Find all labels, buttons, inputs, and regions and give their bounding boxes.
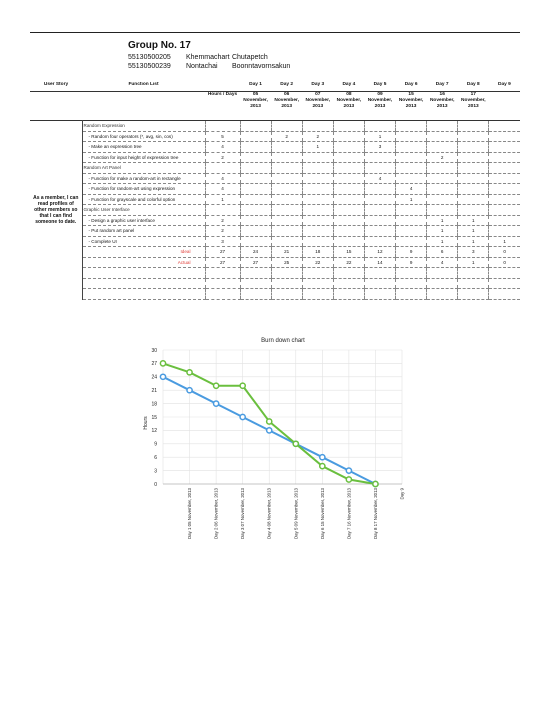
member-first-name: Nontachai (186, 63, 218, 70)
member-row (128, 62, 290, 71)
day-cell (302, 215, 333, 226)
day-cell (240, 226, 271, 237)
day-cell (271, 163, 302, 174)
y-tick-label: 0 (154, 481, 157, 488)
x-tick-label: Day 8 17 November, 2013 (372, 488, 378, 540)
day-cell: 0 (489, 247, 520, 258)
day-cell: 0 (489, 257, 520, 268)
day-cell (333, 163, 364, 174)
function-cell (82, 278, 205, 289)
day-cell (427, 194, 458, 205)
day-cell (458, 142, 489, 153)
function-cell (82, 215, 205, 226)
data-point-ideal (267, 428, 272, 433)
function-list-header: Function List (82, 82, 205, 92)
day-cell (333, 236, 364, 247)
day-cell (240, 184, 271, 195)
day-cell (240, 236, 271, 247)
day-cell (333, 226, 364, 237)
x-tick-label: Day 6 15 November, 2013 (319, 488, 325, 540)
day-cell (240, 152, 271, 163)
task-row (30, 215, 520, 226)
day-cell (489, 163, 520, 174)
day-cell (427, 278, 458, 289)
x-tick-label: Day 4 08 November, 2013 (266, 488, 272, 540)
day-cell: 27 (240, 257, 271, 268)
x-tick-label: Day 5 09 November, 2013 (293, 488, 299, 540)
data-point-actual (160, 361, 165, 366)
data-point-ideal (160, 374, 165, 379)
group-title: Group No. 17 (128, 40, 191, 51)
day-cell (489, 268, 520, 279)
day-cell (333, 173, 364, 184)
day-cell (489, 215, 520, 226)
function-cell (82, 194, 205, 205)
day-cell (302, 173, 333, 184)
hours-cell: 5 (205, 131, 240, 142)
day-cell (302, 184, 333, 195)
day-cell (396, 278, 427, 289)
day-cell (240, 163, 271, 174)
function-label: - Function for input height of expression tree (88, 154, 179, 160)
day-cell (240, 173, 271, 184)
burn-down-chart (0, 328, 552, 548)
day-cell (489, 289, 520, 300)
day-cell (240, 142, 271, 153)
member-first-name: Khemmachart (186, 54, 230, 61)
day-cell (333, 152, 364, 163)
task-row (30, 173, 520, 184)
hours-cell: 3 (205, 236, 240, 247)
day-cell: 4 (427, 257, 458, 268)
function-label: - Function for grayscale and colorful option (88, 196, 176, 202)
data-point-actual (320, 464, 325, 469)
day-cell (489, 205, 520, 216)
day-cell: 21 (271, 247, 302, 258)
function-label: - Make an expression tree (88, 144, 142, 150)
function-cell (82, 121, 205, 132)
day-cell (271, 173, 302, 184)
day-cell (364, 121, 395, 132)
date-header: 17 November, 2013 (461, 92, 486, 109)
day-header: Day 5 (364, 82, 395, 92)
day-cell: 1 (427, 226, 458, 237)
date-header: 15 November, 2013 (398, 92, 424, 109)
day-cell: 2 (427, 152, 458, 163)
date-header (489, 92, 520, 121)
day-cell (333, 121, 364, 132)
day-cell (333, 278, 364, 289)
day-cell (271, 268, 302, 279)
day-cell (396, 121, 427, 132)
day-cell (240, 289, 271, 300)
day-cell: 25 (271, 257, 302, 268)
member-id: 55130500239 (128, 63, 171, 70)
day-cell (240, 121, 271, 132)
day-cell (458, 289, 489, 300)
y-tick-label: 15 (151, 414, 157, 421)
day-cell (271, 184, 302, 195)
date-header: 09 November, 2013 (367, 92, 393, 109)
day-cell (427, 163, 458, 174)
x-tick-label: Day 1 05 November, 2013 (187, 488, 193, 540)
data-point-actual (267, 419, 272, 424)
function-cell (82, 289, 205, 300)
day-cell (333, 142, 364, 153)
x-tick-label: Day 9 (399, 488, 405, 500)
hours-cell: 2 (205, 226, 240, 237)
sprint-table-body (30, 121, 520, 300)
day-cell (240, 205, 271, 216)
day-cell (302, 278, 333, 289)
y-tick-label: 12 (151, 428, 157, 435)
day-cell (333, 289, 364, 300)
function-cell (82, 226, 205, 237)
day-header: Day 7 (427, 82, 458, 92)
task-row (30, 226, 520, 237)
day-cell (458, 173, 489, 184)
hours-cell: 2 (205, 152, 240, 163)
day-cell (396, 289, 427, 300)
function-cell (82, 257, 205, 268)
day-cell (271, 121, 302, 132)
day-cell: 12 (364, 247, 395, 258)
x-tick-label: Day 7 16 November, 2013 (346, 488, 352, 540)
data-point-actual (373, 481, 378, 486)
day-cell: 22 (302, 257, 333, 268)
day-cell (364, 278, 395, 289)
day-cell: 1 (302, 142, 333, 153)
day-cell: 3 (458, 247, 489, 258)
task-row (30, 184, 520, 195)
data-point-actual (214, 383, 219, 388)
task-row (30, 236, 520, 247)
x-tick-label: Day 2 06 November, 2013 (213, 488, 219, 540)
day-cell (364, 184, 395, 195)
hours-cell: 27 (205, 257, 240, 268)
data-point-ideal (187, 388, 192, 393)
x-tick-label: Day 3 07 November, 2013 (240, 488, 246, 540)
function-cell (82, 131, 205, 142)
function-cell (82, 163, 205, 174)
day-cell (364, 205, 395, 216)
member-last-name: Boonntavornsakun (231, 63, 291, 70)
day-cell (302, 289, 333, 300)
day-cell (396, 173, 427, 184)
member-row (128, 53, 290, 62)
day-cell: 1 (396, 194, 427, 205)
function-cell (82, 268, 205, 279)
day-cell: 24 (240, 247, 271, 258)
date-header: 16 November, 2013 (429, 92, 455, 109)
data-point-ideal (320, 455, 325, 460)
day-cell (458, 131, 489, 142)
day-cell (489, 142, 520, 153)
hours-cell (205, 121, 240, 132)
day-cell: 14 (364, 257, 395, 268)
function-label: - Random four operators (*, avg, sin, cos) (88, 133, 173, 139)
function-cell (82, 142, 205, 153)
day-cell (271, 226, 302, 237)
day-cell: 1 (458, 215, 489, 226)
function-label: Random Art Panel (83, 165, 121, 171)
y-tick-label: 21 (151, 388, 157, 394)
date-header: 07 November, 2013 (305, 92, 331, 109)
day-cell (427, 268, 458, 279)
day-cell: 18 (302, 247, 333, 258)
day-cell (333, 205, 364, 216)
day-cell (271, 194, 302, 205)
task-row (30, 142, 520, 153)
hours-cell (205, 268, 240, 279)
day-cell: 9 (396, 247, 427, 258)
hours-cell: 1 (205, 194, 240, 205)
day-cell: 3 (364, 142, 395, 153)
y-axis-ticks (151, 348, 157, 488)
day-cell (396, 152, 427, 163)
day-cell: 1 (364, 131, 395, 142)
day-header: Day 2 (271, 82, 302, 92)
task-row (30, 278, 520, 289)
day-header: Day 8 (458, 82, 489, 92)
data-point-ideal (214, 401, 219, 406)
function-label: - Design a graphic user interface (88, 217, 155, 223)
day-cell (396, 163, 427, 174)
function-cell (82, 152, 205, 163)
day-cell (396, 215, 427, 226)
day-cell: 2 (302, 131, 333, 142)
day-cell (302, 152, 333, 163)
day-cell (458, 152, 489, 163)
day-cell (271, 142, 302, 153)
day-header: Day 1 (240, 82, 271, 92)
day-cell: 22 (333, 257, 364, 268)
data-point-actual (187, 370, 192, 375)
date-header: 05 November, 2013 (243, 92, 268, 109)
day-cell (364, 268, 395, 279)
hours-cell: 4 (205, 184, 240, 195)
function-label: Random Expression (83, 123, 125, 129)
day-cell (427, 184, 458, 195)
day-cell (458, 278, 489, 289)
task-row (30, 152, 520, 163)
day-cell (364, 163, 395, 174)
y-axis-label: Hours (143, 416, 149, 430)
data-point-ideal (346, 468, 351, 473)
day-cell: 1 (427, 236, 458, 247)
day-cell: 4 (364, 173, 395, 184)
chart-grid (163, 350, 402, 484)
day-cell (302, 226, 333, 237)
date-header: 08 November, 2013 (336, 92, 362, 109)
day-cell (458, 268, 489, 279)
date-header: 06 November, 2013 (274, 92, 299, 109)
day-header: Day 9 (489, 82, 520, 92)
y-tick-label: 18 (151, 401, 157, 408)
data-point-ideal (240, 414, 245, 419)
day-cell: 9 (396, 257, 427, 268)
function-cell (82, 205, 205, 216)
task-row (30, 289, 520, 300)
day-cell (302, 163, 333, 174)
day-cell (489, 131, 520, 142)
day-cell (364, 289, 395, 300)
hours-cell (205, 278, 240, 289)
top-rule (30, 32, 520, 33)
day-cell (271, 278, 302, 289)
day-cell (427, 121, 458, 132)
day-cell (333, 184, 364, 195)
day-cell (271, 289, 302, 300)
user-story-text: As a member, I can read profiles of other members so that I can find someone to date. (33, 195, 79, 225)
day-cell (489, 194, 520, 205)
y-tick-label: 27 (151, 361, 157, 368)
data-point-actual (240, 383, 245, 388)
function-label: Graphic User Interface (83, 207, 130, 213)
day-cell (364, 226, 395, 237)
hours-cell (205, 205, 240, 216)
day-cell (489, 152, 520, 163)
day-cell (458, 184, 489, 195)
day-cell (427, 289, 458, 300)
y-tick-label: 3 (154, 468, 157, 475)
day-cell (240, 215, 271, 226)
chart-title: Burn down chart (261, 338, 305, 344)
day-cell (458, 163, 489, 174)
function-label: - Put random art panel (88, 228, 135, 234)
y-tick-label: 6 (154, 455, 157, 461)
day-cell (458, 194, 489, 205)
user-story-header: User Story (30, 82, 82, 92)
day-cell (240, 131, 271, 142)
day-cell (333, 131, 364, 142)
day-cell (489, 173, 520, 184)
group-header (128, 40, 290, 71)
task-row (30, 131, 520, 142)
day-cell (302, 236, 333, 247)
function-cell (82, 173, 205, 184)
day-cell (427, 205, 458, 216)
day-cell: 6 (427, 247, 458, 258)
day-cell (396, 236, 427, 247)
hours-cell (205, 289, 240, 300)
day-cell (240, 278, 271, 289)
task-row (30, 194, 520, 205)
day-cell: 1 (458, 257, 489, 268)
day-cell (271, 152, 302, 163)
hours-cell: 4 (205, 142, 240, 153)
day-cell: 1 (458, 226, 489, 237)
function-label: - Function for make a random-art in rectangle (88, 175, 181, 181)
day-cell: 2 (271, 131, 302, 142)
day-cell (333, 215, 364, 226)
hours-cell (205, 163, 240, 174)
day-header: Day 3 (302, 82, 333, 92)
data-point-actual (346, 477, 351, 482)
day-cell: 1 (489, 236, 520, 247)
day-cell (364, 215, 395, 226)
task-row (30, 257, 520, 268)
day-cell (396, 131, 427, 142)
day-cell (302, 205, 333, 216)
hours-header: Hours / Days (207, 92, 238, 97)
day-cell (396, 205, 427, 216)
day-cell (427, 173, 458, 184)
day-header: Day 4 (333, 82, 364, 92)
day-cell (396, 142, 427, 153)
day-cell (427, 142, 458, 153)
section-row (30, 205, 520, 216)
day-cell (271, 215, 302, 226)
day-cell (396, 226, 427, 237)
function-label: Ideal (180, 249, 191, 255)
day-cell (271, 236, 302, 247)
day-cell (240, 194, 271, 205)
day-cell (364, 152, 395, 163)
hours-cell: 2 (205, 215, 240, 226)
day-cell (458, 205, 489, 216)
x-axis-ticks (187, 487, 404, 539)
day-cell (302, 268, 333, 279)
y-tick-label: 9 (154, 441, 157, 448)
day-cell (240, 268, 271, 279)
section-row (30, 163, 520, 174)
hours-cell: 4 (205, 173, 240, 184)
day-cell (271, 205, 302, 216)
day-header: Day 6 (396, 82, 427, 92)
member-id: 55130500205 (128, 54, 171, 61)
day-cell (458, 121, 489, 132)
day-cell (489, 278, 520, 289)
task-row (30, 247, 520, 258)
day-cell: 1 (427, 215, 458, 226)
day-cell (333, 268, 364, 279)
y-tick-label: 30 (151, 347, 157, 354)
day-cell (396, 268, 427, 279)
day-cell (427, 131, 458, 142)
data-point-actual (293, 441, 298, 446)
day-cell (302, 194, 333, 205)
day-cell: 1 (458, 236, 489, 247)
y-tick-label: 24 (151, 374, 157, 381)
sprint-table (30, 82, 520, 300)
day-cell (489, 226, 520, 237)
task-row (30, 268, 520, 279)
day-cell (364, 194, 395, 205)
hours-cell: 27 (205, 247, 240, 258)
day-cell: 4 (396, 184, 427, 195)
day-cell (489, 184, 520, 195)
function-label: - Function for random-art using expression (88, 186, 176, 192)
function-label: - Complete UI (88, 238, 117, 244)
day-cell (333, 194, 364, 205)
function-label: Actual (177, 259, 191, 265)
function-cell (82, 236, 205, 247)
day-cell (489, 121, 520, 132)
section-row (30, 121, 520, 132)
day-cell (302, 121, 333, 132)
function-cell (82, 247, 205, 258)
function-cell (82, 184, 205, 195)
member-last-name: Chutapetch (231, 54, 268, 61)
day-cell (364, 236, 395, 247)
day-cell: 15 (333, 247, 364, 258)
